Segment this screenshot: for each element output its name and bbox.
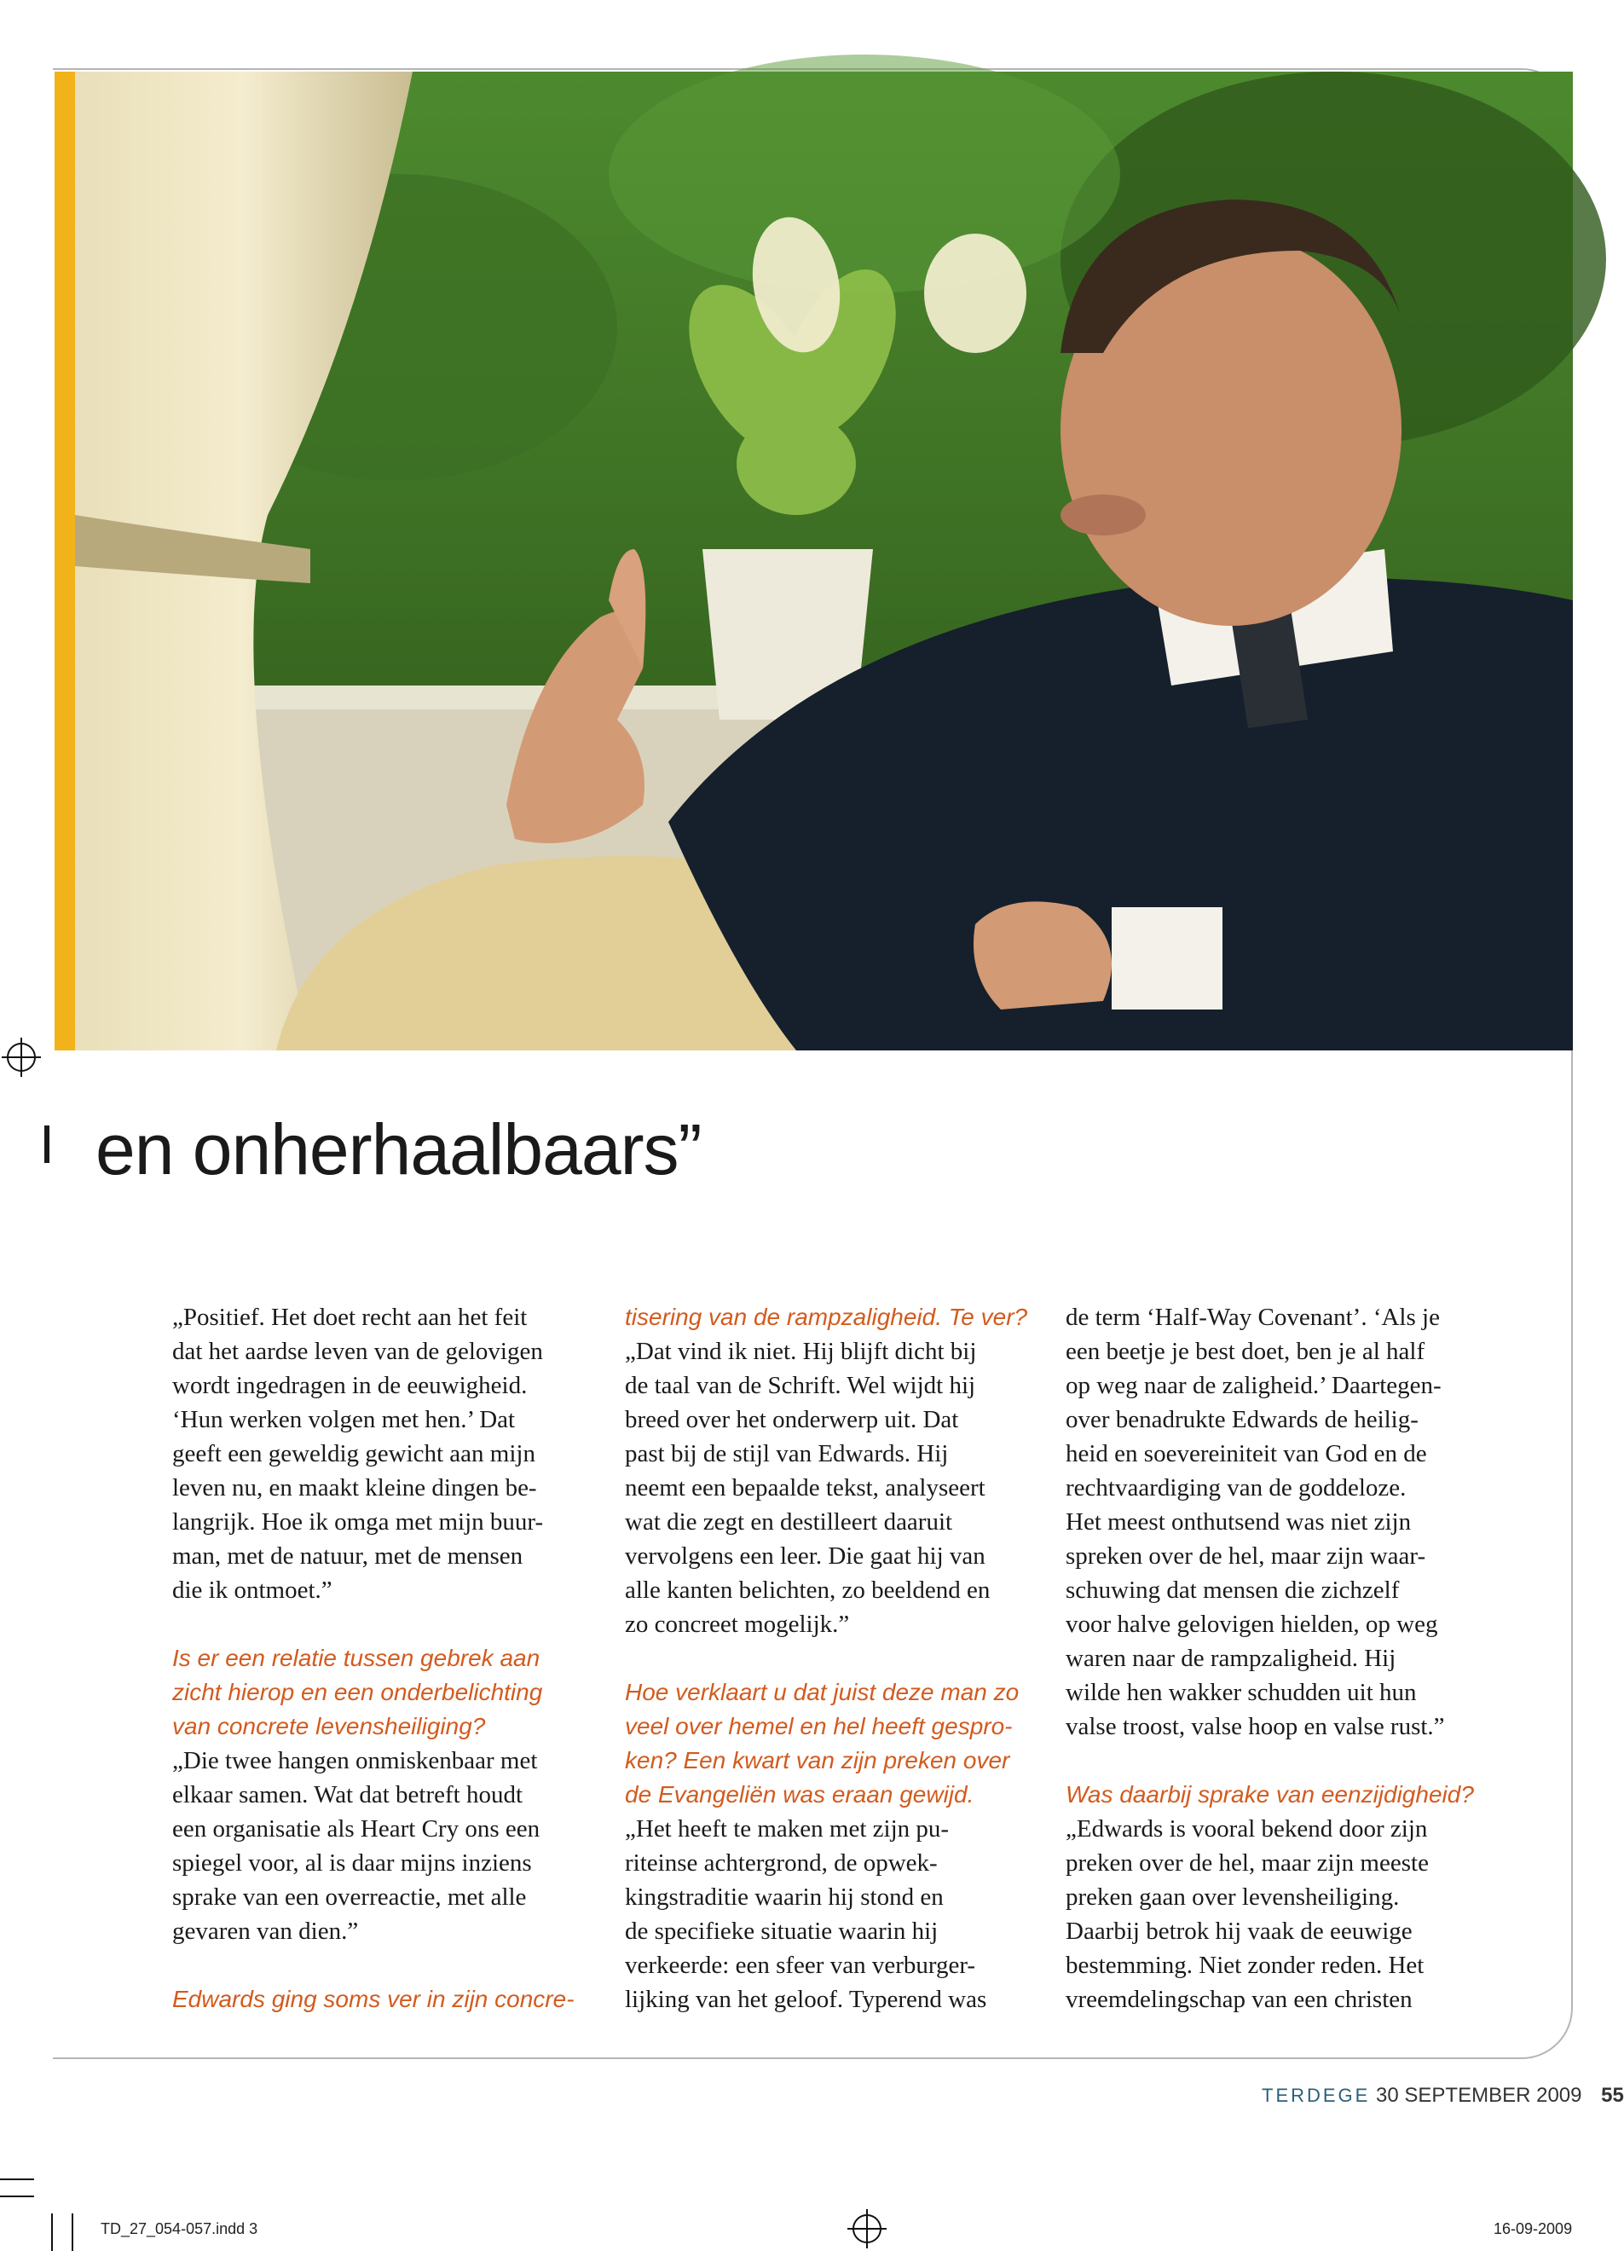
text-line: kingstraditie waarin hij stond en [625,1883,944,1911]
question-line: ken? Een kwart van zijn preken over [625,1747,1010,1773]
text-line: „Positief. Het doet recht aan het feit [172,1304,528,1331]
photo-illustration [55,72,1573,1050]
text-line: wilde hen wakker schudden uit hun [1066,1679,1417,1706]
accent-bar [55,72,75,1050]
text-line: langrijk. Hoe ik omga met mijn buur- [172,1508,544,1536]
text-line: rechtvaardiging van de goddeloze. [1066,1474,1407,1501]
text-line: man, met de natuur, met de mensen [172,1542,523,1570]
text-line: op weg naar de zaligheid.’ Daartegen- [1066,1372,1442,1399]
text-line: wordt ingedragen in de eeuwigheid. [172,1372,528,1399]
text-line: de term ‘Half-Way Covenant’. ‘Als je [1066,1304,1440,1331]
text-column-3 [1066,1300,1509,2016]
text-line: een organisatie als Heart Cry ons een [172,1815,540,1843]
text-line: spiegel voor, al is daar mijns inziens [172,1849,532,1877]
text-line: „Het heeft te maken met zijn pu- [625,1815,950,1843]
text-line: voor halve gelovigen hielden, op weg [1066,1611,1438,1638]
registration-mark-left [7,1043,36,1072]
crop-mark [51,2213,53,2251]
text-line: over benadrukte Edwards de heilig- [1066,1406,1419,1433]
article-headline: en onherhaalbaars” [95,1109,702,1189]
text-line: verkeerde: een sfeer van verburger- [625,1952,976,1979]
text-line: valse troost, valse hoop en valse rust.” [1066,1713,1445,1740]
question-line: van concrete levensheiliging? [172,1713,486,1739]
issue-date: 30 SEPTEMBER 2009 [1376,2084,1582,2107]
text-line: leven nu, en maakt kleine dingen be- [172,1474,537,1501]
title-fragment-mark [44,1125,49,1163]
text-line: alle kanten belichten, zo beeldend en [625,1577,991,1604]
paragraph-gap [625,1641,1051,1675]
question-line: Was daarbij sprake van eenzijdigheid? [1066,1781,1474,1808]
question-line: zicht hierop en een onderbelichting [172,1679,543,1705]
question-line: Hoe verklaart u dat juist deze man zo [625,1679,1020,1705]
text-line: „Die twee hangen onmiskenbaar met [172,1747,538,1774]
text-line: heid en soevereiniteit van God en de [1066,1440,1427,1467]
text-line: sprake van een overreactie, met alle [172,1883,527,1911]
paragraph-gap [172,1607,598,1641]
text-line: wat die zegt en destilleert daaruit [625,1508,953,1536]
text-line: vervolgens een leer. Die gaat hij van [625,1542,985,1570]
text-line: ‘Hun werken volgen met hen.’ Dat [172,1406,516,1433]
text-line: waren naar de rampzaligheid. Hij [1066,1645,1396,1672]
paragraph-gap [172,1948,598,1982]
text-line: preken over de hel, maar zijn meeste [1066,1849,1429,1877]
crop-mark [0,2196,34,2197]
question-line: tisering van de rampzaligheid. Te ver? [625,1304,1028,1330]
article-photo [55,72,1573,1050]
text-line: bestemming. Niet zonder reden. Het [1066,1952,1425,1979]
question-line: de Evangeliën was eraan gewijd. [625,1781,974,1808]
registration-mark-bottom [852,2214,881,2243]
text-line: preken gaan over levensheiliging. [1066,1883,1400,1911]
question-line: Is er een relatie tussen gebrek aan [172,1645,540,1671]
text-line: de specifieke situatie waarin hij [625,1918,939,1945]
text-line: breed over het onderwerp uit. Dat [625,1406,959,1433]
text-line: riteinse achtergrond, de opwek- [625,1849,938,1877]
text-line: dat het aardse leven van de gelovigen [172,1338,543,1365]
page-number: 55 [1601,2084,1624,2107]
text-line: gevaren van dien.” [172,1918,359,1945]
slug-filename: TD_27_054-057.indd 3 [101,2220,258,2237]
text-line: lijking van het geloof. Typerend was [625,1986,987,2013]
text-line: Daarbij betrok hij vaak de eeuwige [1066,1918,1413,1945]
text-line: „Edwards is vooral bekend door zijn [1066,1815,1428,1843]
text-line: een beetje je best doet, ben je al half [1066,1338,1425,1365]
text-column-1 [172,1300,598,2016]
text-line: schuwing dat mensen die zichzelf [1066,1577,1400,1604]
crop-mark [72,2213,73,2251]
paragraph-gap [1066,1744,1509,1778]
text-line: past bij de stijl van Edwards. Hij [625,1440,949,1467]
text-line: die ik ontmoet.” [172,1577,332,1604]
text-line: de taal van de Schrift. Wel wijdt hij [625,1372,976,1399]
text-column-2 [625,1300,1051,2016]
crop-mark [0,2178,34,2180]
page-footer [1262,2084,1624,2108]
text-line: vreemdelingschap van een christen [1066,1986,1413,2013]
text-line: „Dat vind ik niet. Hij blijft dicht bij [625,1338,977,1365]
text-line: elkaar samen. Wat dat betreft houdt [172,1781,523,1808]
question-line: veel over hemel en hel heeft gespro- [625,1713,1013,1739]
text-line: Het meest onthutsend was niet zijn [1066,1508,1412,1536]
magazine-name: TERDEGE [1262,2085,1371,2106]
text-line: zo concreet mogelijk.” [625,1611,850,1638]
question-line: Edwards ging soms ver in zijn concre- [172,1986,575,2012]
text-line: spreken over de hel, maar zijn waar- [1066,1542,1426,1570]
slug-date: 16-09-2009 [1494,2220,1573,2237]
text-line: neemt een bepaalde tekst, analyseert [625,1474,985,1501]
text-line: geeft een geweldig gewicht aan mijn [172,1440,535,1467]
